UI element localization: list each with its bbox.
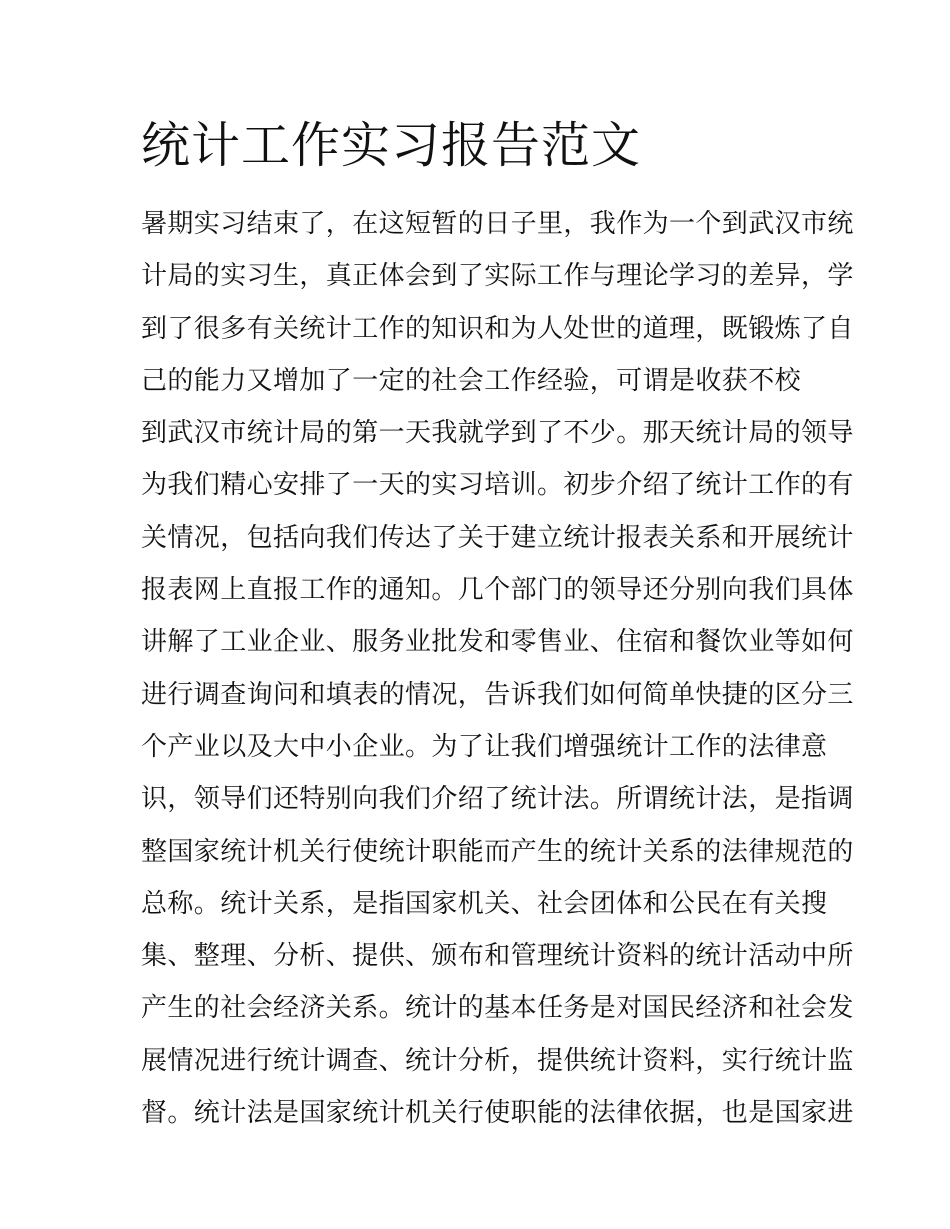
text-line: 督。统计法是国家统计机关行使职能的法律依据，也是国家进 <box>141 1098 854 1129</box>
text-line: 计局的实习生，真正体会到了实际工作与理论学习的差异，学 <box>141 261 854 292</box>
text-line: 关情况，包括向我们传达了关于建立统计报表关系和开展统计 <box>141 522 854 553</box>
text-line: 整国家统计机关行使统计职能而产生的统计关系的法律规范的 <box>141 836 854 867</box>
text-line: 为我们精心安排了一天的实习培训。初步介绍了统计工作的有 <box>141 470 854 501</box>
text-line: 到武汉市统计局的第一天我就学到了不少。那天统计局的领导 <box>141 418 854 449</box>
text-line: 展情况进行统计调查、统计分析，提供统计资料，实行统计监 <box>141 1045 854 1076</box>
document-title: 统计工作实习报告范文 <box>141 117 642 174</box>
text-line: 到了很多有关统计工作的知识和为人处世的道理，既锻炼了自 <box>141 313 854 344</box>
text-line: 讲解了工业企业、服务业批发和零售业、住宿和餐饮业等如何 <box>141 627 854 658</box>
document-body <box>141 198 854 1139</box>
text-line: 进行调查询问和填表的情况，告诉我们如何简单快捷的区分三 <box>141 679 854 710</box>
text-line: 产生的社会经济关系。统计的基本任务是对国民经济和社会发 <box>141 993 854 1024</box>
text-line: 暑期实习结束了，在这短暂的日子里，我作为一个到武汉市统 <box>141 209 854 239</box>
text-line: 集、整理、分析、提供、颁布和管理统计资料的统计活动中所 <box>141 941 854 972</box>
text-line: 报表网上直报工作的通知。几个部门的领导还分别向我们具体 <box>141 575 854 606</box>
text-line: 总称。统计关系，是指国家机关、社会团体和公民在有关搜 <box>141 888 828 919</box>
text-line: 个产业以及大中小企业。为了让我们增强统计工作的法律意 <box>141 731 828 762</box>
text-line: 识，领导们还特别向我们介绍了统计法。所谓统计法，是指调 <box>141 784 854 815</box>
text-line: 己的能力又增加了一定的社会工作经验，可谓是收获不校 <box>141 365 802 396</box>
